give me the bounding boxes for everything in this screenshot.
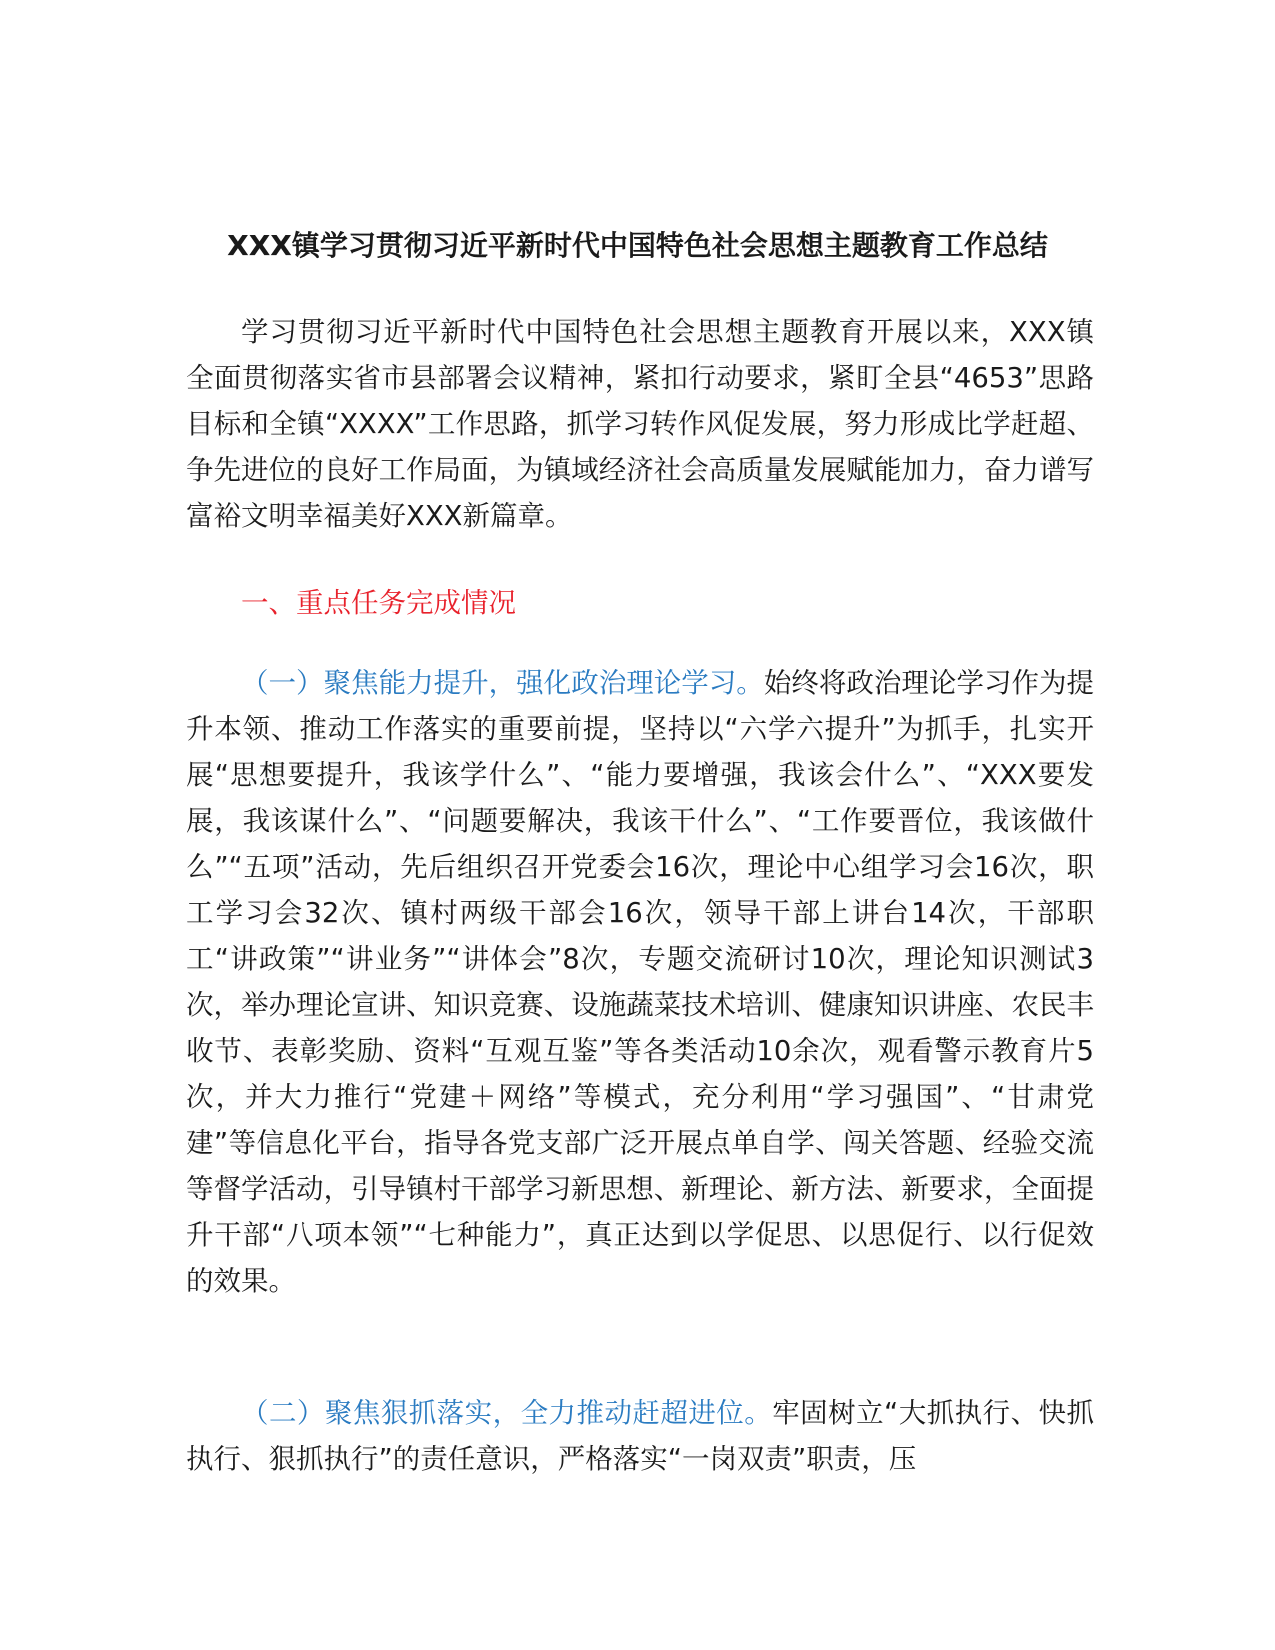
subsection-1-heading: （一）聚焦能力提升，强化政治理论学习。 xyxy=(241,667,764,699)
subsection-1-paragraph xyxy=(186,660,1094,1304)
subsection-2-heading: （二）聚焦狠抓落实，全力推动赶超进位。 xyxy=(241,1397,773,1429)
subsection-1-body: 始终将政治理论学习作为提升本领、推动工作落实的重要前提，坚持以“六学六提升”为抓手，扎实开展“思想要提升，我该学什么”、“能力要增强，我该会什么”、“XXX要发展，我该谋什么”、“问题要解决，我该干什么”、“工作要晋位，我该做什么”“五项”活动，先后组织召开党委会16次，理论中心组学习会16次，职工学习会32次、镇村两级干部会16次，领导干部上讲台14次，干部职工“讲政策”“讲业务”“讲体会”8次，专题交流研讨10次，理论知识测试3次，举办理论宣讲、知识竞赛、设施蔬菜技术培训、健康知识讲座、农民丰收节、表彰奖励、资料“互观互鉴”等各类活动10余次，观看警示教育片5次，并大力推行“党建＋网络”等模式，充分利用“学习强国”、“甘肃党建”等信息化平台，指导各党支部广泛开展点单自学、闯关答题、经验交流等督学活动，引导镇村干部学习新思想、新理论、新方法、新要求，全面提升干部“八项本领”“七种能力”，真正达到以学促思、以思促行、以行促效的效果。 xyxy=(186,667,1095,1297)
intro-paragraph: 学习贯彻习近平新时代中国特色社会思想主题教育开展以来，XXX镇全面贯彻落实省市县部署会议精神，紧扣行动要求，紧盯全县“4653”思路目标和全镇“XXXX”工作思路，抓学习转作风促发展，努力形成比学赶超、争先进位的良好工作局面，为镇域经济社会高质量发展赋能加力，奋力谱写富裕文明幸福美好XXX新篇章。 xyxy=(186,316,1094,532)
section-heading-1: 一、重点任务完成情况 xyxy=(241,587,516,619)
subsection-2-paragraph xyxy=(186,1390,1094,1482)
subsection-2-body: 牢固树立“大抓执行、快抓执行、狠抓执行”的责任意识，严格落实“一岗双责”职责，压 xyxy=(186,1397,1095,1475)
document-title: XXX镇学习贯彻习近平新时代中国特色社会思想主题教育工作总结 xyxy=(227,229,1048,262)
